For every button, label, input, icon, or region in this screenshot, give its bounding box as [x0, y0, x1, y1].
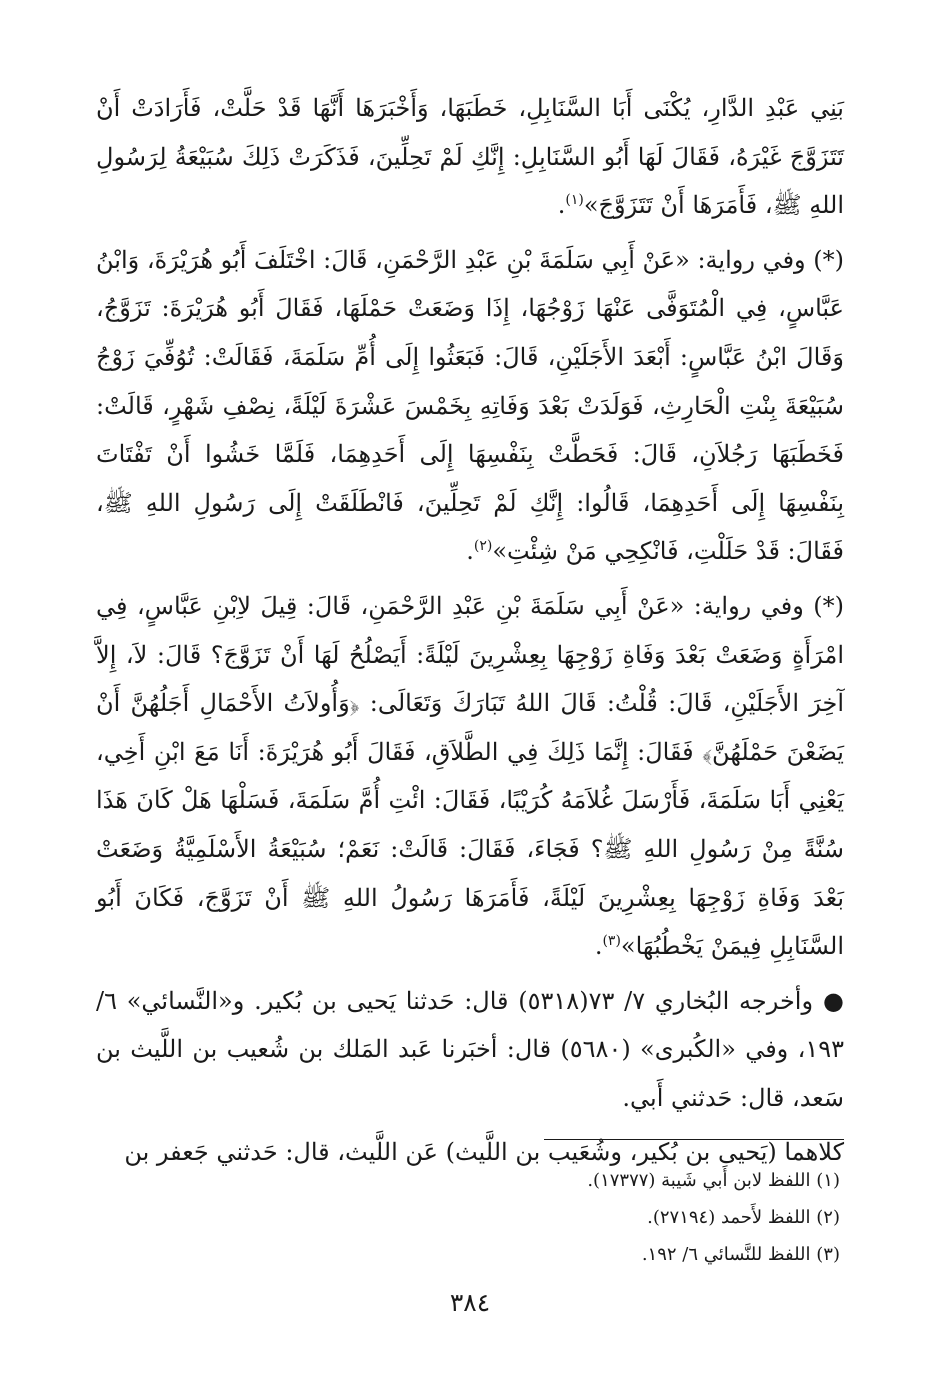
footnote-marker: (٢): [473, 538, 493, 555]
footnote: (٣) اللفظ للنَّسائي ٦/ ١٩٢.: [641, 1244, 840, 1265]
paragraph-text: بَنِي عَبْدِ الدَّارِ، يُكْنَى أَبَا السَّنَابِلِ، خَطَبَهَا، وَأَخْبَرَهَا أَنَّهَا قَدْ حَلَّتْ، فَأَرَادَتْ أَنْ تَتَزَوَّجَ غَيْرَهُ، فَقَالَ لَهَا أَبُو السَّنَابِلِ: إِنَّكِ لَمْ تَحِلِّينَ، فَذَكَرَتْ ذَلِكَ سُبَيْعَةُ لِرَسُولِ اللهِ ﷺ، فَأَمَرَهَا أَنْ تَتَزَوَّجَ»: [96, 94, 844, 220]
footnote: (١) اللفظ لابن أَبي شَيبة (١٧٣٧٧).: [587, 1170, 840, 1191]
hadith-paragraph: (*) وفي رواية: «عَنْ أَبِي سَلَمَةَ بْنِ عَبْدِ الرَّحْمَنِ، قَالَ: اخْتَلَفَ أَبُو هُرَيْرَةَ، وَابْنُ عَبَّاسٍ، فِي الْمُتَوَفَّى عَنْهَا زَوْجُهَا، إِذَا وَضَعَتْ حَمْلَهَا، فَقَالَ أَبُو هُرَيْرَةَ: تَزَوَّجُ، وَقَالَ ابْنُ عَبَّاسٍ: أَبْعَدَ الأَجَلَيْنِ، قَالَ: فَبَعَثُوا إِلَى أُمِّ سَلَمَةَ، فَقَالَتْ: تُوُفِّيَ زَوْجُ سُبَيْعَةَ بِنْتِ الْحَارِثِ، فَوَلَدَتْ بَعْدَ وَفَاتِهِ بِخَمْسَ عَشْرَةَ لَيْلَةً، نِصْفِ شَهْرٍ، قَالَتْ: فَخَطَبَهَا رَجُلاَنِ، قَالَ: فَحَطَّتْ بِنَفْسِهَا إِلَى أَحَدِهِمَا، فَلَمَّا خَشُوا أَنْ تَفْتَاتَ بِنَفْسِهَا إِلَى أَحَدِهِمَا، قَالُوا: إِنَّكِ لَمْ تَحِلِّينَ، فَانْطَلَقَتْ إِلَى رَسُولِ اللهِ ﷺ، فَقَالَ: قَدْ حَلَلْتِ، فَانْكِحِي مَنْ شِئْتِ»$^{(٢)}$.: [96, 245, 845, 566]
footnote-marker: (٣): [602, 933, 621, 950]
paragraph-text: (*) وفي رواية: «عَنْ أَبِي سَلَمَةَ بْنِ عَبْدِ الرَّحْمَنِ، قَالَ: قِيلَ لاِبْنِ عَبَّاسٍ، فِي امْرَأَةٍ وَضَعَتْ بَعْدَ وَفَاةِ زَوْجِهَا بِعِشْرِينَ لَيْلَةً: أَيَصْلُحُ لَهَا أَنْ تَزَوَّجَ؟ قَالَ: لاَ، إِلاَّ آخِرَ الأَجَلَيْنِ، قَالَ: قُلْتُ: قَالَ اللهُ تَبَارَكَ وَتَعَالَى: ﴿وَأُولاَتُ الأَحْمَالِ أَجَلُهُنَّ أَنْ يَضَعْنَ حَمْلَهُنَّ﴾ فَقَالَ: إِنَّمَا ذَلِكَ فِي الطَّلاَقِ، فَقَالَ أَبُو هُرَيْرَةَ: أَنَا مَعَ ابْنِ أَخِي، يَعْنِي أَبَا سَلَمَةَ، فَأَرْسَلَ غُلاَمَهُ كُرَيْبًا، فَقَالَ: ائْتِ أُمَّ سَلَمَةَ، فَسَلْهَا هَلْ كَانَ هَذَا سُنَّةً مِنْ رَسُولِ اللهِ ﷺ؟ فَجَاءَ، فَقَالَ: قَالَتْ: نَعَمْ؛ سُبَيْعَةُ الأَسْلَمِيَّةُ وَضَعَتْ بَعْدَ وَفَاةِ زَوْجِهَا بِعِشْرِينَ لَيْلَةً، فَأَمَرَهَا رَسُولُ اللهِ ﷺ أَنْ تَزَوَّجَ، فَكَانَ أَبُو السَّنَابِلِ فِيمَنْ يَخْطُبُهَا»: [96, 591, 844, 961]
paragraph-text: وأخرجه البُخاري ٧/ ٧٣(٥٣١٨) قال: حَدثنا يَحيى بن بُكير. و«النَّسائي» ٦/ ١٩٣، وفي «الكُبرى» (٥٦٨٠) قال: أخبَرنا عَبد المَلك بن شُعيب بن اللَّيث بن سَعد، قال: حَدثني أَبي.: [96, 986, 844, 1112]
footnote: (٢) اللفظ لأَحمد (٢٧١٩٤).: [647, 1207, 840, 1228]
page-number: ٣٨٤: [449, 1288, 491, 1317]
footnotes: [96, 1162, 840, 1273]
bullet-icon: ●: [823, 986, 844, 1015]
paragraph-text: كلاهما (يَحيى بن بُكير، وشُعَيب بن اللَّيث) عَن اللَّيث، قال: حَدثني جَعفر بن: [124, 1138, 844, 1167]
footnote-marker: (١): [565, 192, 584, 209]
hadith-paragraph: (*) وفي رواية: «عَنْ أَبِي سَلَمَةَ بْنِ عَبْدِ الرَّحْمَنِ، قَالَ: قِيلَ لاِبْنِ عَبَّاسٍ، فِي امْرَأَةٍ وَضَعَتْ بَعْدَ وَفَاةِ زَوْجِهَا بِعِشْرِينَ لَيْلَةً: أَيَصْلُحُ لَهَا أَنْ تَزَوَّجَ؟ قَالَ: لاَ، إِلاَّ آخِرَ الأَجَلَيْنِ، قَالَ: قُلْتُ: قَالَ اللهُ تَبَارَكَ وَتَعَالَى: ﴿وَأُولاَتُ الأَحْمَالِ أَجَلُهُنَّ أَنْ يَضَعْنَ حَمْلَهُنَّ﴾ فَقَالَ: إِنَّمَا ذَلِكَ فِي الطَّلاَقِ، فَقَالَ أَبُو هُرَيْرَةَ: أَنَا مَعَ ابْنِ أَخِي، يَعْنِي أَبَا سَلَمَةَ، فَأَرْسَلَ غُلاَمَهُ كُرَيْبًا، فَقَالَ: ائْتِ أُمَّ سَلَمَةَ، فَسَلْهَا هَلْ كَانَ هَذَا سُنَّةً مِنْ رَسُولِ اللهِ ﷺ؟ فَجَاءَ، فَقَالَ: قَالَتْ: نَعَمْ؛ سُبَيْعَةُ الأَسْلَمِيَّةُ وَضَعَتْ بَعْدَ وَفَاةِ زَوْجِهَا بِعِشْرِينَ لَيْلَةً، فَأَمَرَهَا رَسُولُ اللهِ ﷺ أَنْ تَزَوَّجَ، فَكَانَ أَبُو السَّنَابِلِ فِيمَنْ يَخْطُبُهَا»$^{(٣)}$.: [96, 591, 844, 961]
paragraph-text: (*) وفي رواية: «عَنْ أَبِي سَلَمَةَ بْنِ عَبْدِ الرَّحْمَنِ، قَالَ: اخْتَلَفَ أَبُو هُرَيْرَةَ، وَابْنُ عَبَّاسٍ، فِي الْمُتَوَفَّى عَنْهَا زَوْجُهَا، إِذَا وَضَعَتْ حَمْلَهَا، فَقَالَ أَبُو هُرَيْرَةَ: تَزَوَّجُ، وَقَالَ ابْنُ عَبَّاسٍ: أَبْعَدَ الأَجَلَيْنِ، قَالَ: فَبَعَثُوا إِلَى أُمِّ سَلَمَةَ، فَقَالَتْ: تُوُفِّيَ زَوْجُ سُبَيْعَةَ بِنْتِ الْحَارِثِ، فَوَلَدَتْ بَعْدَ وَفَاتِهِ بِخَمْسَ عَشْرَةَ لَيْلَةً، نِصْفِ شَهْرٍ، قَالَتْ: فَخَطَبَهَا رَجُلاَنِ، قَالَ: فَحَطَّتْ بِنَفْسِهَا إِلَى أَحَدِهِمَا، فَلَمَّا خَشُوا أَنْ تَفْتَاتَ بِنَفْسِهَا إِلَى أَحَدِهِمَا، قَالُوا: إِنَّكِ لَمْ تَحِلِّينَ، فَانْطَلَقَتْ إِلَى رَسُولِ اللهِ ﷺ، فَقَالَ: قَدْ حَلَلْتِ، فَانْكِحِي مَنْ شِئْتِ»: [96, 245, 845, 566]
hadith-paragraph: بَنِي عَبْدِ الدَّارِ، يُكْنَى أَبَا السَّنَابِلِ، خَطَبَهَا، وَأَخْبَرَهَا أَنَّهَا قَدْ حَلَّتْ، فَأَرَادَتْ أَنْ تَتَزَوَّجَ غَيْرَهُ، فَقَالَ لَهَا أَبُو السَّنَابِلِ: إِنَّكِ لَمْ تَحِلِّينَ، فَذَكَرَتْ ذَلِكَ سُبَيْعَةُ لِرَسُولِ اللهِ ﷺ، فَأَمَرَهَا أَنْ تَتَزَوَّجَ»$^{(١)}$.: [96, 94, 844, 220]
footnote-divider: [544, 1139, 844, 1140]
main-text: [96, 84, 844, 1183]
takhrij-paragraph: [96, 977, 844, 1123]
